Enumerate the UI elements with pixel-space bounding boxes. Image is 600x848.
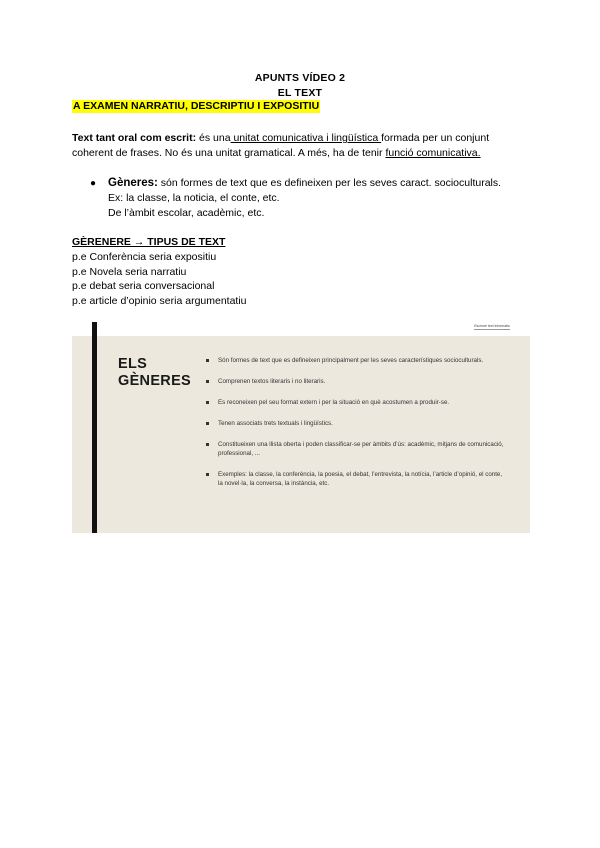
- list-item: p.e article d’opinio seria argumentatiu: [72, 294, 247, 307]
- definition-paragraph: [72, 131, 532, 161]
- genres-line-2: Ex: la classe, la noticia, el conte, etc.: [108, 192, 280, 204]
- slide-top-strip: [72, 322, 530, 336]
- definition-text-a: és una: [196, 132, 231, 144]
- slide-bullet-text: Es reconeixen pel seu format extern i per la situació en què acostumen a produir-se.: [218, 399, 450, 406]
- slide-heading: [118, 356, 191, 390]
- square-bullet-icon: [206, 359, 209, 362]
- slide-bullet: [206, 419, 506, 428]
- slide-heading-line-1: ELS: [118, 356, 148, 372]
- types-heading: GÈRENERE → TIPUS DE TEXT: [72, 236, 226, 248]
- definition-label: Text tant oral com escrit:: [72, 132, 197, 144]
- slide-accent-bar: [92, 322, 97, 533]
- definition-underlined-a: unitat comunicativa i lingüística: [230, 132, 382, 144]
- slide-bullet: [206, 356, 506, 365]
- list-item: p.e Conferència seria expositiu: [72, 251, 217, 263]
- list-item: p.e debat seria conversacional: [72, 280, 215, 292]
- definition-text-b: formada per un conjunt coherent de frases. No és una unitat gramatical. A més, ha de tenir: [72, 132, 490, 159]
- genres-line-1: [108, 176, 558, 191]
- slide-bullet-text: Comprenen textos literaris i no literaris.: [218, 378, 326, 385]
- bullet-marker: ●: [90, 178, 97, 189]
- slide-bullet: [206, 398, 506, 407]
- slide-bullet-text: Exemples: la classe, la conferència, la poesia, el debat, l’entrevista, la notícia, l’article d’opinió, el conte, la novel·la, la conversa, la instància, etc.: [218, 471, 503, 487]
- slide-bullet: [206, 377, 506, 386]
- square-bullet-icon: [206, 473, 209, 476]
- square-bullet-icon: [206, 380, 209, 383]
- square-bullet-icon: [206, 401, 209, 404]
- slide-bullet: [206, 440, 506, 458]
- square-bullet-icon: [206, 422, 209, 425]
- types-list: [72, 250, 247, 308]
- genres-line-3: De l’àmbit escolar, acadèmic, etc.: [108, 207, 265, 219]
- genres-bullet-body: [108, 176, 558, 221]
- slide-bullet-text: Són formes de text que es defineixen principalment per les seves característiques socioculturals.: [218, 357, 484, 364]
- slide-corner-note: Escriure text informatiu: [474, 324, 510, 328]
- slide-bullet: [206, 470, 506, 488]
- exam-highlight: A EXAMEN NARRATIU, DESCRIPTIU I EXPOSITIU: [73, 100, 320, 112]
- document-title: APUNTS VÍDEO 2: [254, 72, 346, 84]
- slide-heading-line-2: GÈNERES: [118, 373, 192, 389]
- document-subtitle: EL TEXT: [277, 87, 323, 99]
- slide-bullet-list: [206, 356, 506, 500]
- slide-bullet-text: Tenen associats trets textuals i lingüístics.: [218, 420, 333, 427]
- definition-underlined-b: funció comunicativa.: [385, 147, 481, 159]
- genres-slide-image: [72, 322, 530, 533]
- list-item: p.e Novela seria narratiu: [72, 265, 187, 278]
- genres-label: Gèneres:: [108, 177, 158, 189]
- slide-bullet-text: Constitueixen una llista oberta i poden classificar-se per àmbits d’ús: acadèmic, mitjans de comunicació, professional, ...: [218, 441, 504, 457]
- genres-text: són formes de text que es defineixen per les seves caract. socioculturals.: [157, 177, 502, 189]
- square-bullet-icon: [206, 443, 209, 446]
